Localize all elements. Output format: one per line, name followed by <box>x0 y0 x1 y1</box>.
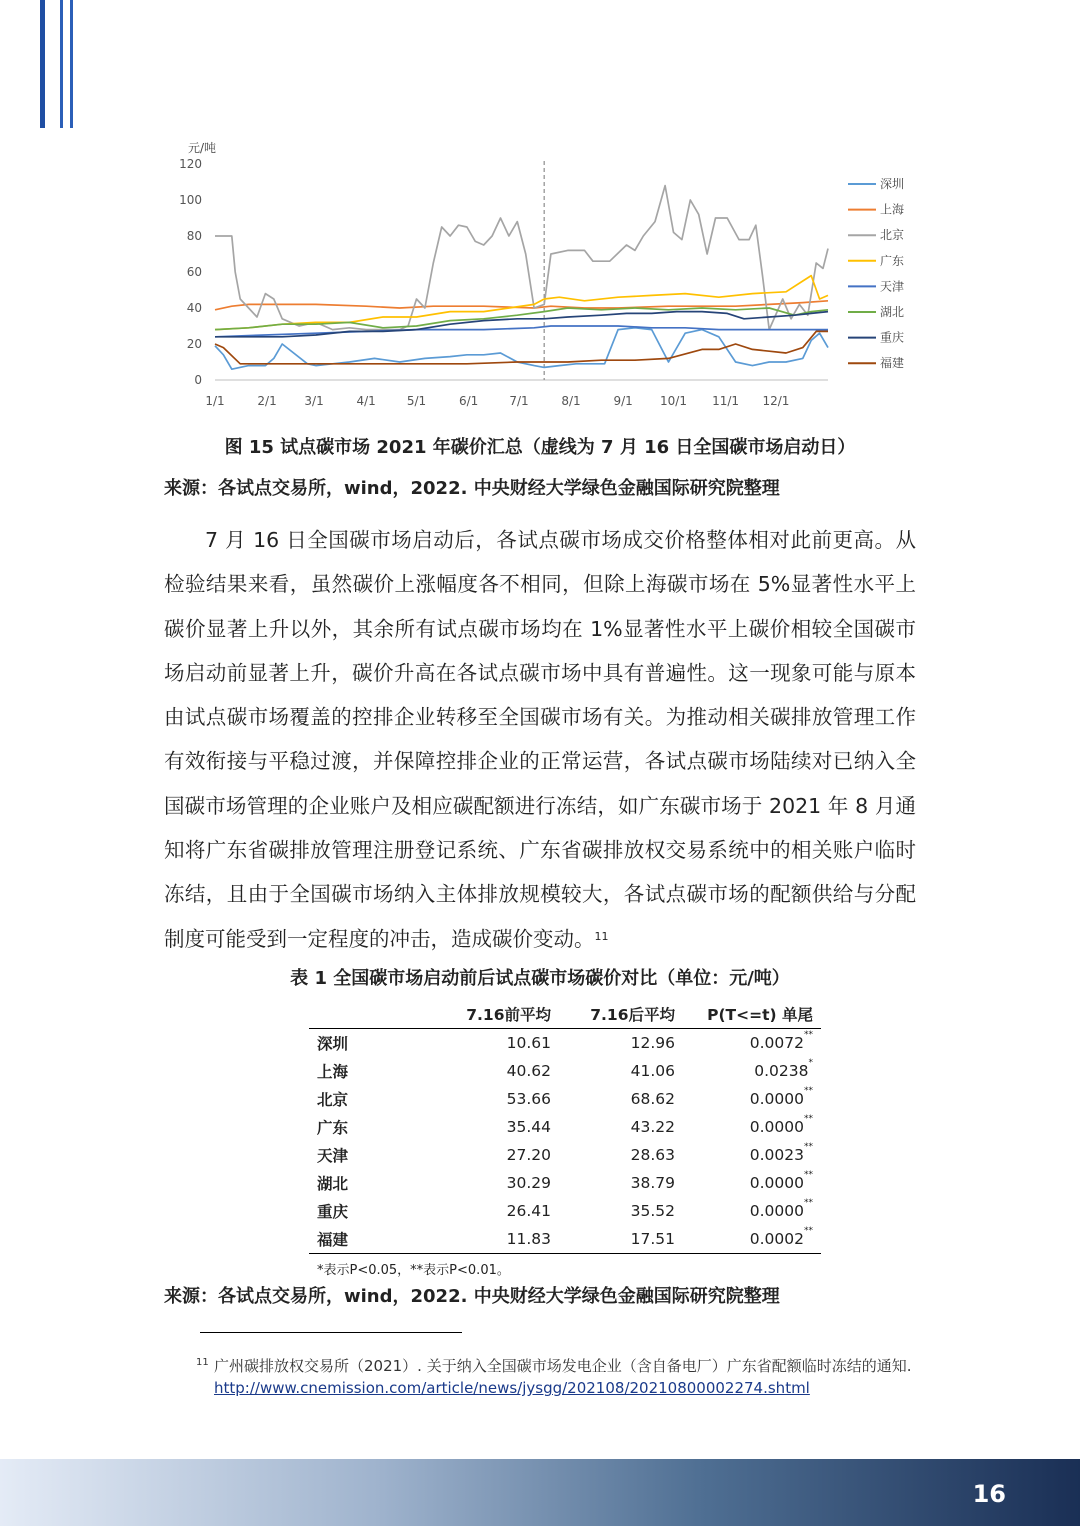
x-tick-label: 11/1 <box>712 394 740 408</box>
cell-after: 38.79 <box>630 1174 675 1192</box>
p-value: 0.0002 <box>749 1230 804 1248</box>
table-row <box>309 1085 821 1113</box>
body-paragraph <box>164 518 916 961</box>
table-caption: 表 1 全国碳市场启动前后试点碳市场碳价对比（单位：元/吨） <box>290 968 790 989</box>
table-row <box>309 1225 821 1254</box>
p-value: 0.0000 <box>749 1090 804 1108</box>
x-tick-label: 6/1 <box>458 394 479 408</box>
legend-label: 上海 <box>880 202 905 217</box>
decor-bar <box>70 0 73 128</box>
row-label: 天津 <box>317 1147 349 1165</box>
p-value: 0.0238 <box>754 1062 809 1080</box>
y-tick-label: 60 <box>186 265 202 279</box>
cell-p <box>683 1197 821 1225</box>
sig-marker: ** <box>804 1114 813 1124</box>
cell-before: 10.61 <box>506 1034 551 1052</box>
legend-label: 湖北 <box>880 305 905 319</box>
y-tick-label: 120 <box>179 157 202 171</box>
p-value: 0.0023 <box>749 1146 804 1164</box>
row-label: 重庆 <box>317 1203 349 1221</box>
row-label: 广东 <box>317 1119 349 1137</box>
x-tick-label: 12/1 <box>762 394 790 408</box>
row-label: 北京 <box>317 1091 349 1109</box>
carbon-price-chart <box>160 138 930 413</box>
series-line-4 <box>215 276 828 330</box>
legend-label: 深圳 <box>880 177 905 191</box>
cell-p <box>683 1057 821 1085</box>
cell-before: 30.29 <box>506 1174 551 1192</box>
table-source: 来源：各试点交易所，wind，2022. 中央财经大学绿色金融国际研究院整理 <box>164 1286 780 1307</box>
cell-before: 40.62 <box>506 1062 551 1080</box>
legend-label: 福建 <box>880 356 905 371</box>
paragraph-text: 7 月 16 日全国碳市场启动后，各试点碳市场成交价格整体相对此前更高。从检验结果来看，虽然碳价上涨幅度各不相同，但除上海碳市场在 5%显著性水平上碳价显著上升以外，其余所有试点碳市场均在 1%显著性水平上碳价相较全国碳市场启动前显著上升，碳价升高在各试点碳市场中具有普遍性。这一现象可能与原本由试点碳市场覆盖的控排企业转移至全国碳市场有关。为推动相关碳排放管理工作有效衔接与平稳过渡，并保障控排企业的正常运营，各试点碳市场陆续对已纳入全国碳市场管理的企业账户及相应碳配额进行冻结，如广东碳市场于 2021 年 8 月通知将广东省碳排放管理注册登记系统、广东省碳排放权交易系统中的相关账户临时冻结，且由于全国碳市场纳入主体排放规模较大，各试点碳市场的配额供给与分配制度可能受到一定程度的冲击，造成碳价变动。 <box>164 528 916 951</box>
sig-marker: ** <box>804 1030 813 1040</box>
table-row <box>309 1197 821 1225</box>
table-row <box>309 1169 821 1197</box>
cell-p <box>683 1169 821 1197</box>
cell-after: 28.63 <box>630 1146 675 1164</box>
cell-after: 43.22 <box>630 1118 675 1136</box>
price-comparison-table <box>309 1000 821 1254</box>
cell-after: 68.62 <box>630 1090 675 1108</box>
table-header <box>309 1000 435 1029</box>
cell-after: 41.06 <box>630 1062 675 1080</box>
table-header: P(T<=t) 单尾 <box>683 1000 821 1029</box>
page-number: 16 <box>972 1480 1006 1508</box>
x-tick-label: 7/1 <box>509 394 529 408</box>
x-tick-label: 1/1 <box>205 394 225 408</box>
footnote-link[interactable]: http://www.cnemission.com/article/news/jysgg/202108/20210800002274.shtml <box>214 1379 810 1397</box>
y-tick-label: 0 <box>194 373 202 387</box>
x-tick-label: 2/1 <box>257 394 277 408</box>
legend-label: 广东 <box>880 253 905 268</box>
sig-marker: ** <box>804 1170 813 1180</box>
footnote-text: 广州碳排放权交易所（2021）. 关于纳入全国碳市场发电企业（含自备电厂）广东省配额临时冻结的通知. <box>214 1357 912 1375</box>
table-note: *表示P<0.05，**表示P<0.01。 <box>317 1263 510 1278</box>
cell-after: 17.51 <box>559 1225 683 1254</box>
footnote <box>196 1355 914 1399</box>
decor-bar <box>40 0 45 128</box>
decor-bar <box>60 0 63 128</box>
y-unit-label: 元/吨 <box>188 141 217 155</box>
footnote-ref[interactable]: 11 <box>594 929 609 943</box>
cell-p <box>683 1029 821 1058</box>
figure-source: 来源：各试点交易所，wind，2022. 中央财经大学绿色金融国际研究院整理 <box>164 478 780 499</box>
x-tick-label: 9/1 <box>613 394 633 408</box>
table-row <box>309 1029 821 1058</box>
figure-caption: 图 15 试点碳市场 2021 年碳价汇总（虚线为 7 月 16 日全国碳市场启动日） <box>224 437 856 458</box>
sig-marker: ** <box>804 1086 813 1096</box>
y-tick-label: 100 <box>179 193 202 207</box>
p-value: 0.0000 <box>749 1174 804 1192</box>
x-tick-label: 10/1 <box>660 394 687 408</box>
x-tick-label: 4/1 <box>356 394 376 408</box>
table-row <box>309 1113 821 1141</box>
y-tick-label: 80 <box>186 229 202 243</box>
sig-marker: ** <box>804 1226 813 1236</box>
p-value: 0.0000 <box>749 1202 804 1220</box>
legend-label: 重庆 <box>880 330 905 345</box>
cell-before: 53.66 <box>506 1090 551 1108</box>
cell-before: 11.83 <box>435 1225 559 1254</box>
sig-marker: ** <box>804 1142 813 1152</box>
footer-band <box>0 1459 1080 1526</box>
y-tick-label: 40 <box>186 301 202 315</box>
table-header: 7.16前平均 <box>435 1000 559 1029</box>
table-row <box>309 1057 821 1085</box>
cell-after: 12.96 <box>630 1034 675 1052</box>
row-label: 上海 <box>317 1063 349 1081</box>
footnote-divider <box>200 1332 462 1333</box>
cell-p <box>683 1113 821 1141</box>
x-tick-label: 3/1 <box>304 394 324 408</box>
y-tick-label: 20 <box>186 337 202 351</box>
cell-p <box>683 1225 821 1254</box>
x-tick-label: 8/1 <box>561 394 581 408</box>
legend-label: 天津 <box>880 279 905 294</box>
row-label: 湖北 <box>317 1175 349 1193</box>
row-label: 福建 <box>309 1225 435 1254</box>
table-row <box>309 1141 821 1169</box>
series-line-2 <box>215 301 828 310</box>
cell-before: 35.44 <box>506 1118 551 1136</box>
p-value: 0.0000 <box>749 1118 804 1136</box>
cell-before: 27.20 <box>506 1146 551 1164</box>
x-tick-label: 5/1 <box>406 394 427 408</box>
table-header: 7.16后平均 <box>559 1000 683 1029</box>
cell-p <box>683 1141 821 1169</box>
cell-before: 26.41 <box>506 1202 551 1220</box>
sig-marker: ** <box>804 1198 813 1208</box>
p-value: 0.0072 <box>749 1034 804 1052</box>
cell-after: 35.52 <box>630 1202 675 1220</box>
row-label: 深圳 <box>317 1035 349 1053</box>
cell-p <box>683 1085 821 1113</box>
footnote-number: 11 <box>196 1357 209 1368</box>
sig-marker: * <box>808 1058 813 1068</box>
legend-label: 北京 <box>880 228 905 243</box>
